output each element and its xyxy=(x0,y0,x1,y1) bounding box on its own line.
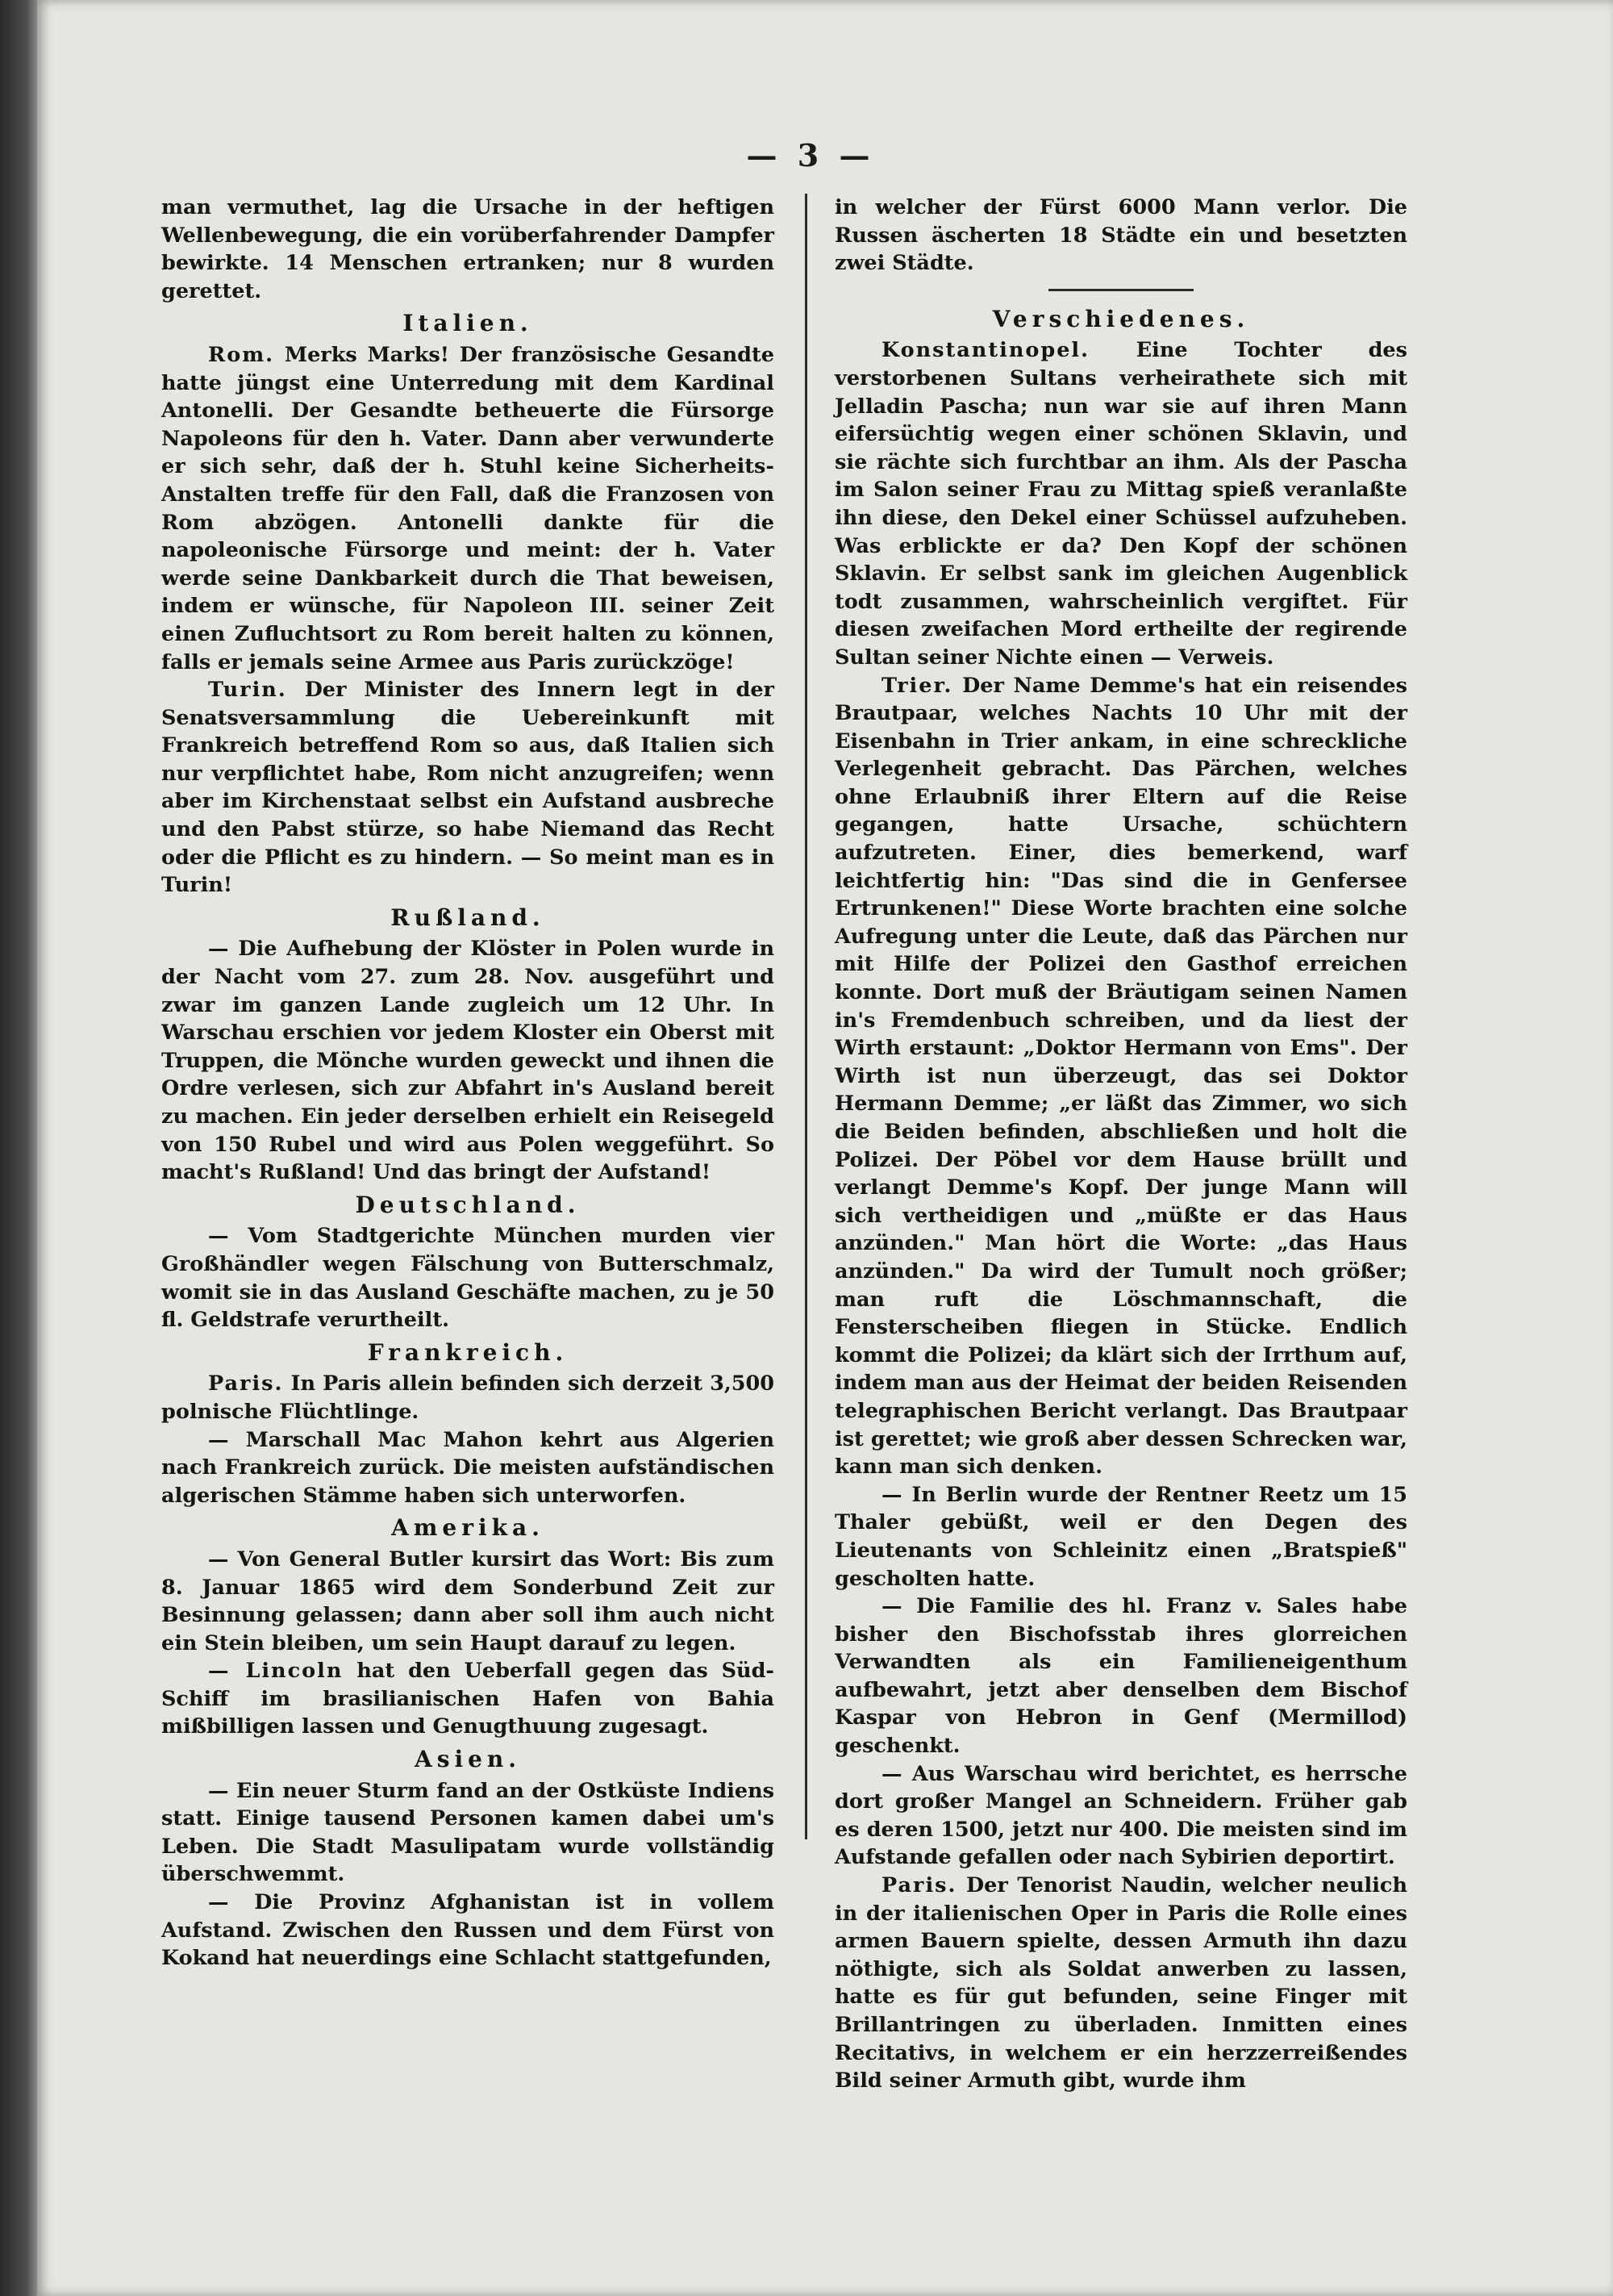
paragraph: — Die Provinz Afghanistan ist in vollem Aufstand. Zwischen den Russen und dem Fürst von Kokand hat neuerdings eine Schlacht stattgefunden, xyxy=(161,1890,774,1971)
place-name: Paris. xyxy=(208,1371,284,1396)
place-name: Rom. xyxy=(208,342,275,367)
paragraph: — Die Familie des hl. Franz v. Sales habe bisher den Bischofsstab ihres glorreichen Verwandten als ein Familieneigenthum aufbewahrt, jetzt aber denselben dem Bischof Kaspar von Hebron in Genf (Mermillod) geschenkt. xyxy=(835,1594,1407,1759)
paragraph-text: Eine Tochter des verstorbenen Sultans verheirathete sich mit Jelladin Pascha; nun war sie auf ihren Mann eifersüchtig wegen einer schönen Sklavin, und sie rächte sich furchtbar an ihm. Als der Pascha im Salon seiner Frau zu Mittag spieß veranlaßte ihn diese, den Dekel einer Schüssel aufzuheben. Was erblickte er da? Den Kopf der schönen Sklavin. Er selbst sank im gleichen Augenblick todt zusammen, wahrscheinlich vergiftet. Für diesen zweifachen Mord ertheilte der regirende Sultan seiner Nichte einen — Verweis. xyxy=(835,338,1407,670)
paragraph: — In Berlin wurde der Rentner Reetz um 15 Thaler gebüßt, weil er den Degen des Lieutenants von Schleinitz einen „Bratspieß" gescholten hatte. xyxy=(835,1482,1407,1591)
paragraph xyxy=(161,676,774,900)
paragraph: — Die Aufhebung der Klöster in Polen wurde in der Nacht vom 27. zum 28. Nov. ausgeführt und zwar im ganzen Lande zugleich um 12 Uhr. In Warschau erschien vor jedem Kloster ein Oberst mit Truppen, die Mönche wurden geweckt und ihnen die Ordre verlesen, sich zur Abfahrt in's Ausland bereit zu machen. Ein jeder derselben erhielt ein Reisegeld von 150 Rubel und wird aus Polen weggeführt. So macht's Rußland! Und das bringt der Aufstand! xyxy=(161,937,774,1185)
place-name: Trier. xyxy=(882,673,953,698)
place-name: — Lincoln xyxy=(208,1659,344,1684)
section-heading-russland: Rußland. xyxy=(390,904,545,931)
paragraph xyxy=(835,336,1407,671)
place-name: Turin. xyxy=(208,678,287,703)
paragraph: — Marschall Mac Mahon kehrt aus Algerien nach Frankreich zurück. Die meisten aufständischen algerischen Stämme haben sich unterworfen. xyxy=(161,1427,774,1508)
paragraph-text: Der Name Demme's hat ein reisendes Brautpaar, welches Nachts 10 Uhr mit der Eisenbahn in Trier ankam, in eine schreckliche Verlegenheit gebracht. Das Pärchen, welches ohne Erlaubniß ihrer Eltern auf die Reise gegangen, hatte Ursache, schüchtern aufzutreten. Einer, dies bemerkend, warf leichtfertig hin: "Das sind die in Genfersee Ertrunkenen!" Diese Worte brachten eine solche Aufregung unter die Leute, daß das Pärchen nur mit Hilfe der Polizei den Gasthof erreichen konnte. Dort muß der Bräutigam seinen Namen in's Fremdenbuch schreiben, und da liest der Wirth erstaunt: „Doktor Hermann von Ems". Der Wirth ist nun überzeugt, das sei Doktor Hermann Demme; „er läßt das Zimmer, wo sich die Beiden befinden, abschließen und holt die Polizei. Der Pöbel vor dem Hause brüllt und verlangt Demme's Kopf. Der junge Mann will sich vertheidigen und „müßte er das Haus anzünden." Man hört die Worte: „das Haus anzünden." Da wird der Tumult noch größer; man ruft die Löschmannschaft, die Fensterscheiben fliegen in Stücke. Endlich kommt die Polizei; da klärt sich der Irrthum auf, indem man aus der Heimat der beiden Reisenden telegraphischen Bericht verlangt. Das Brautpaar ist gerettet; wie groß aber dessen Schrecken war, kann man sich denken. xyxy=(835,673,1407,1480)
section-heading-asien: Asien. xyxy=(414,1746,522,1773)
paragraph xyxy=(161,341,774,676)
place-name: Konstantinopel. xyxy=(882,338,1090,363)
section-heading-italien: Italien. xyxy=(402,310,533,337)
paragraph-text: Der Tenorist Naudin, welcher neulich in der italienischen Oper in Paris die Rolle eines armen Bauern spielte, dessen Armuth ihn dazu nöthigte, sich als Soldat anwerben zu lassen, hatte es für gut befunden, seine Finger mit Brillantringen zu überladen. Inmitten eines Recitativs, in welchem er ein herzzerreißendes Bild seiner Armuth gibt, wurde ihm xyxy=(835,1873,1407,2094)
section-heading-frankreich: Frankreich. xyxy=(367,1338,569,1366)
section-heading-verschiedenes: Verschiedenes. xyxy=(992,305,1250,332)
paragraph xyxy=(835,672,1407,1481)
paragraph: — Von General Butler kursirt das Wort: Bis zum 8. Januar 1865 wird dem Sonderbund Zeit zur Besinnung gelassen; dann aber soll ihm auch nicht ein Stein bleiben, um sein Haupt darauf zu legen. xyxy=(161,1547,774,1655)
paragraph-text: In Paris allein befinden sich derzeit 3,500 polnische Flüchtlinge. xyxy=(161,1371,774,1424)
section-divider xyxy=(1048,289,1194,291)
left-column xyxy=(161,194,774,1972)
paragraph xyxy=(161,1370,774,1426)
paragraph: — Ein neuer Sturm fand an der Ostküste Indiens statt. Einige tausend Personen kamen dabei um's Leben. Die Stadt Masulipatam wurde vollständig überschwemmt. xyxy=(161,1778,774,1887)
paragraph xyxy=(161,1657,774,1741)
paragraph: in welcher der Fürst 6000 Mann verlor. Die Russen äscherten 18 Städte ein und besetzten zwei Städte. xyxy=(835,195,1407,276)
section-heading-deutschland: Deutschland. xyxy=(355,1191,581,1218)
binding-edge xyxy=(0,0,37,2296)
paragraph-text: hat den Ueberfall gegen das Süd-Schiff im brasilianischen Hafen von Bahia mißbilligen lassen und Genugthuung zugesagt. xyxy=(161,1659,774,1739)
paragraph: — Aus Warschau wird berichtet, es herrsche dort großer Mangel an Schneidern. Früher gab es deren 1500, jetzt nur 400. Die meisten sind im Aufstande gefallen oder nach Sybirien deportirt. xyxy=(835,1761,1407,1870)
right-column xyxy=(835,194,1407,2095)
paragraph: man vermuthet, lag die Ursache in der heftigen Wellenbewegung, die ein vorüberfahrender Dampfer bewirkte. 14 Menschen ertranken; nur 8 wurden gerettet. xyxy=(161,195,774,303)
place-name: Paris. xyxy=(882,1873,957,1898)
paragraph: — Vom Stadtgerichte München murden vier Großhändler wegen Fälschung von Butterschmalz, womit sie in das Ausland Geschäfte machen, zu je 50 fl. Geldstrafe verurtheilt. xyxy=(161,1224,774,1333)
paragraph xyxy=(835,1872,1407,2095)
paragraph-text: Merks Marks! Der französische Gesandte hatte jüngst eine Unterredung mit dem Kardinal Antonelli. Der Gesandte betheuerte die Fürsorge Napoleons für den h. Vater. Dann aber verwunderte er sich sehr, daß der h. Stuhl keine Sicherheits-Anstalten treffe für den Fall, daß die Franzosen von Rom abzögen. Antonelli dankte für die napoleonische Fürsorge und meint: der h. Vater werde seine Dankbarkeit durch die That beweisen, indem er wünsche, für Napoleon III. seiner Zeit einen Zufluchtsort zu Rom bereit halten zu können, falls er jemals seine Armee aus Paris zurückzöge! xyxy=(161,342,774,674)
paragraph-text: Der Minister des Innern legt in der Senatsversammlung die Uebereinkunft mit Frankreich betreffend Rom so aus, daß Italien sich nur verpflichtet habe, Rom nicht anzugreifen; wenn aber im Kirchenstaat selbst ein Aufstand ausbreche und den Pabst stürze, so habe Niemand das Recht oder die Pflicht es zu hindern. — So meint man es in Turin! xyxy=(161,678,774,898)
page-number: — 3 — xyxy=(746,137,875,173)
column-divider xyxy=(805,194,807,1839)
section-heading-amerika: Amerika. xyxy=(391,1514,544,1542)
